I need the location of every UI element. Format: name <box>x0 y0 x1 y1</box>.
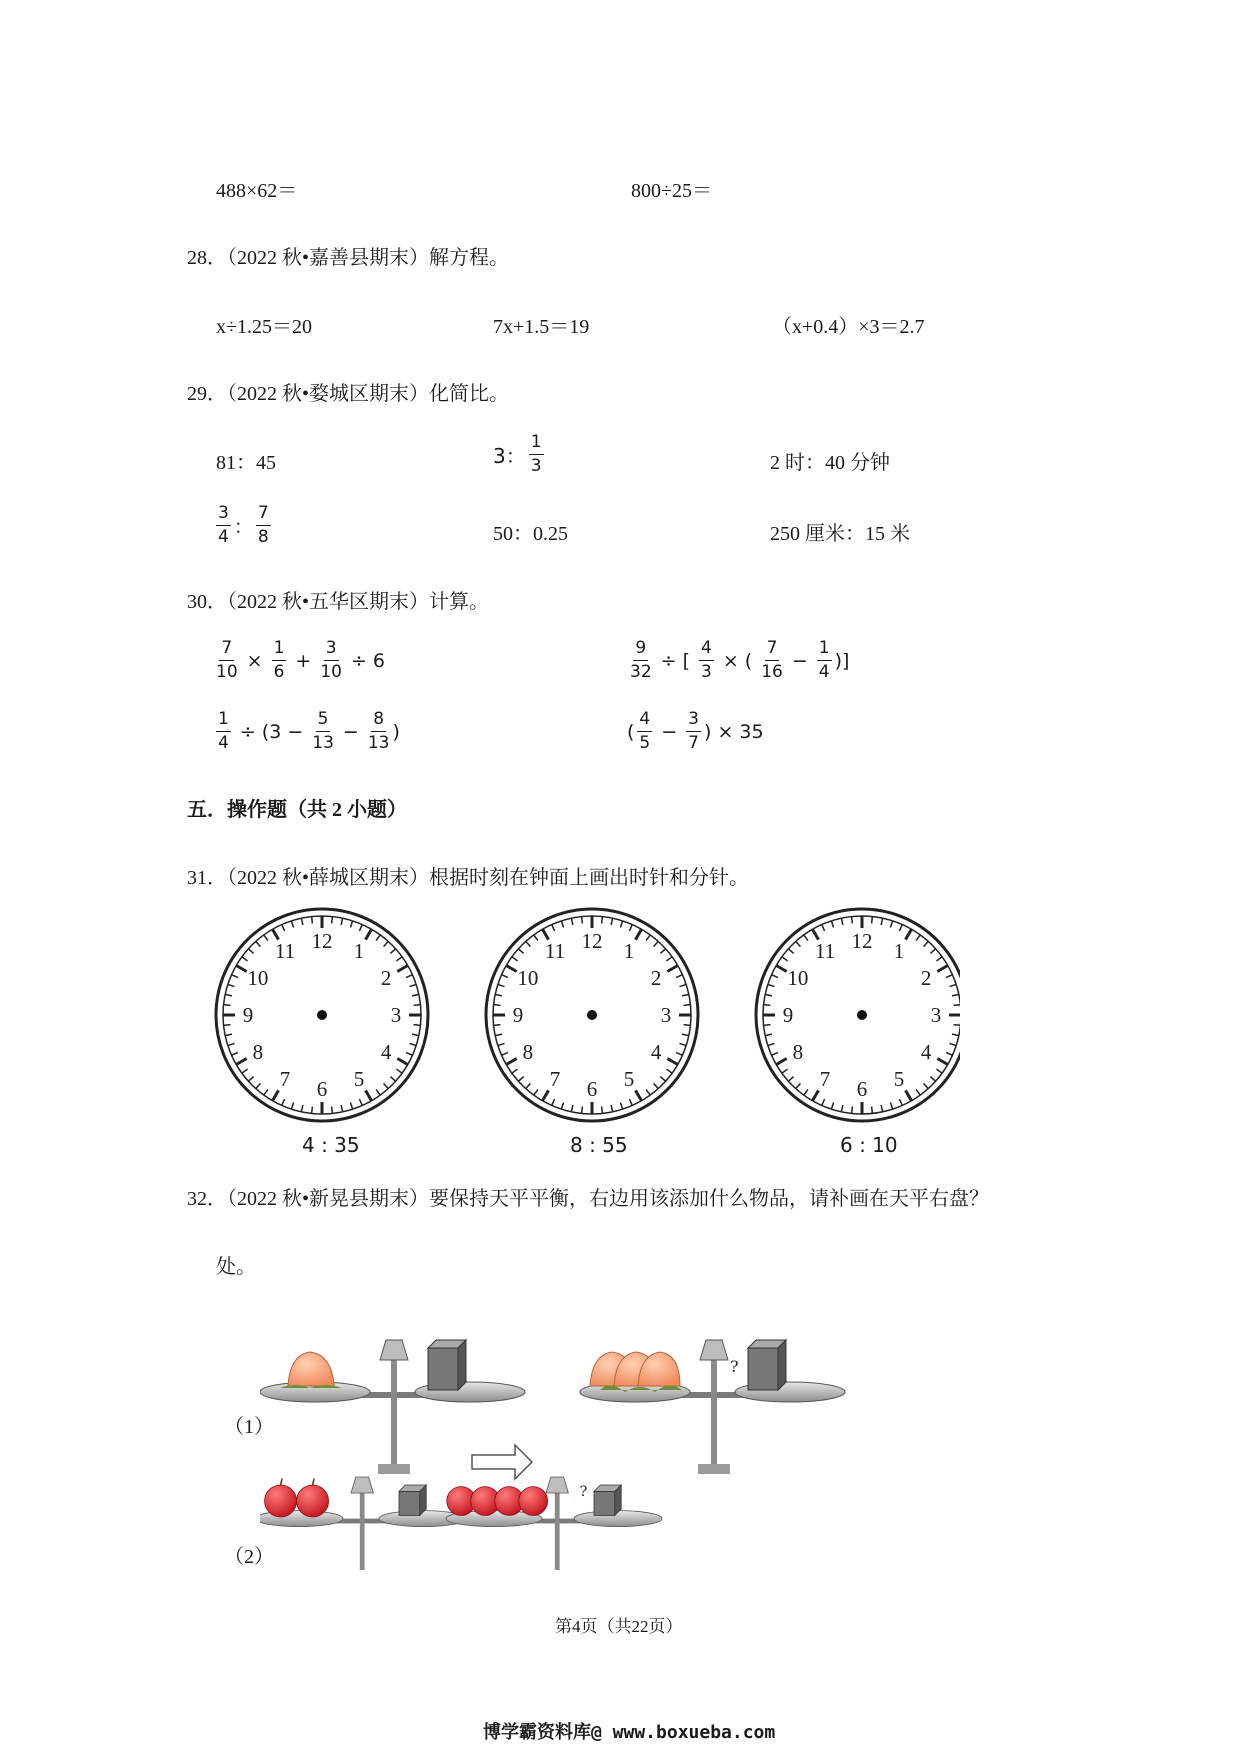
fraction: $\frac{3}{4}$ <box>218 503 229 547</box>
weight-block-icon <box>748 1340 786 1390</box>
clock-tick <box>764 1025 771 1026</box>
equation-3: （x+0.4）×3＝2.7 <box>772 316 925 338</box>
question-mark-1: ? <box>730 1357 739 1376</box>
ratio-2 <box>493 434 547 475</box>
clock-tick <box>494 1005 501 1006</box>
clock-tick <box>224 1005 231 1006</box>
ratio-separator: ： <box>233 516 253 538</box>
ratio-1: 81：45 <box>216 452 276 474</box>
weight-block-icon <box>594 1485 621 1515</box>
clock-numeral: 7 <box>279 1067 291 1092</box>
clock-numeral: 5 <box>893 1067 905 1092</box>
clock-tick <box>872 917 873 924</box>
clock-tick <box>224 1025 231 1026</box>
clock-numeral: 11 <box>274 938 296 963</box>
clock-face-3 <box>756 909 960 1121</box>
clock-tick <box>683 1025 690 1026</box>
clock-tick <box>953 1005 960 1006</box>
clock-numeral: 1 <box>893 938 905 963</box>
calc-item-1: 488×62＝ <box>216 180 298 202</box>
clock-tick <box>602 917 603 924</box>
clock-numeral: 10 <box>247 966 269 990</box>
clock-numeral: 12 <box>311 929 333 953</box>
sub-label-2: （2） <box>224 1546 274 1568</box>
ratio-4 <box>213 505 274 546</box>
clock-time-1: 4 : 35 <box>302 1133 360 1157</box>
clock-tick <box>582 917 583 924</box>
clock-tick <box>312 917 313 924</box>
clock-numeral: 5 <box>623 1067 635 1092</box>
clock-tick <box>413 1005 420 1006</box>
balance-2-right <box>446 1477 662 1570</box>
question-32-title-cont: 处。 <box>216 1256 256 1278</box>
question-30-title: 30．（2022 秋•五华区期末）计算。 <box>187 591 490 613</box>
clock-numeral: 3 <box>660 1003 672 1027</box>
clock-tick <box>602 1106 603 1113</box>
expression-3: $\frac{1}{4}$ ÷ (3 − $\frac{5}{13}$ − $\frac{8}{13}$ ) <box>218 709 400 753</box>
expression-4: ( $\frac{4}{5}$ − $\frac{3}{7}$ ) × 35 <box>627 709 764 753</box>
clock-tick <box>582 1106 583 1113</box>
clock-numeral: 8 <box>252 1040 264 1064</box>
clock-numeral: 4 <box>920 1040 932 1064</box>
clock-tick <box>764 1005 771 1006</box>
clock-tick <box>953 1025 960 1026</box>
ratio-2-prefix: 3： <box>493 444 526 468</box>
clock-numeral: 2 <box>650 966 662 990</box>
clock-numeral: 9 <box>782 1003 794 1027</box>
clock-numeral: 12 <box>851 929 873 953</box>
weight-block-icon <box>399 1485 426 1515</box>
ratio-5: 50：0.25 <box>493 523 568 545</box>
expression-1: $\frac{7}{10}$ × $\frac{1}{6}$ + $\frac{3}{10}$ ÷ 6 <box>216 638 386 682</box>
clock-numeral: 7 <box>549 1067 561 1092</box>
clock-numeral: 9 <box>242 1003 254 1027</box>
question-29-title: 29．（2022 秋•婺城区期末）化简比。 <box>187 383 510 405</box>
peach-icon <box>280 1352 342 1388</box>
balance-illustrations <box>260 1300 860 1570</box>
clock-tick <box>312 1106 313 1113</box>
equation-2: 7x+1.5＝19 <box>493 316 590 338</box>
balance-2-left <box>260 1477 467 1570</box>
clock-numeral: 6 <box>316 1077 328 1101</box>
clock-time-2: 8 : 55 <box>570 1133 628 1157</box>
peach-icon <box>590 1352 682 1392</box>
clock-face-2 <box>486 909 698 1121</box>
clock-numeral: 5 <box>353 1067 365 1092</box>
clock-numeral: 10 <box>787 966 809 990</box>
clock-tick <box>872 1106 873 1113</box>
equation-1: x÷1.25＝20 <box>216 316 312 338</box>
clock-numeral: 1 <box>353 938 365 963</box>
clock-tick <box>852 1106 853 1113</box>
balance-1-left <box>260 1340 525 1474</box>
clock-numeral: 1 <box>623 938 635 963</box>
balance-1-right <box>580 1340 845 1474</box>
clock-numeral: 9 <box>512 1003 524 1027</box>
clock-numeral: 4 <box>380 1040 392 1064</box>
clock-face-1 <box>216 909 428 1121</box>
ratio-6: 250 厘米：15 米 <box>770 523 910 545</box>
question-mark-2: ? <box>579 1484 588 1501</box>
clock-numeral: 10 <box>517 966 539 990</box>
clock-numeral: 12 <box>581 929 603 953</box>
clock-numeral: 8 <box>522 1040 534 1064</box>
clock-numeral: 11 <box>814 938 836 963</box>
clock-center-dot <box>317 1010 327 1020</box>
question-32-title: 32．（2022 秋•新晃县期末）要保持天平平衡，右边用该添加什么物品，请补画在天平右盘？ <box>187 1188 990 1210</box>
clock-numeral: 7 <box>819 1067 831 1092</box>
arrow-icon <box>472 1445 532 1479</box>
clock-numeral: 8 <box>792 1040 804 1064</box>
clock-numeral: 2 <box>920 966 932 990</box>
sub-label-1: （1） <box>224 1416 274 1438</box>
clock-numeral: 3 <box>390 1003 402 1027</box>
clock-tick <box>413 1025 420 1026</box>
watermark: 博学霸资料库@ www.boxueba.com <box>483 1722 776 1743</box>
clock-numeral: 2 <box>380 966 392 990</box>
question-31-title: 31．（2022 秋•薛城区期末）根据时刻在钟面上画出时针和分针。 <box>187 867 750 889</box>
ratio-3: 2 时：40 分钟 <box>770 452 890 474</box>
clock-time-3: 6 : 10 <box>840 1133 898 1157</box>
clock-faces <box>210 905 960 1125</box>
calc-item-2: 800÷25＝ <box>631 180 712 202</box>
clock-numeral: 3 <box>930 1003 942 1027</box>
clock-tick <box>852 917 853 924</box>
clock-tick <box>332 1106 333 1113</box>
weight-block-icon <box>428 1340 466 1390</box>
clock-center-dot <box>587 1010 597 1020</box>
clock-numeral: 6 <box>856 1077 868 1101</box>
expression-2: $\frac{9}{32}$ ÷ [ $\frac{4}{3}$ × ( $\frac{7}{16}$ − $\frac{1}{4}$ )] <box>630 638 850 682</box>
clock-tick <box>494 1025 501 1026</box>
section-5-heading: 五．操作题（共 2 小题） <box>187 799 407 821</box>
clock-numeral: 11 <box>544 938 566 963</box>
page-number: 第4页（共22页） <box>555 1617 683 1636</box>
clock-tick <box>683 1005 690 1006</box>
clock-numeral: 4 <box>650 1040 662 1064</box>
fraction: $\frac{1}{3}$ <box>530 432 542 476</box>
fraction: $\frac{7}{8}$ <box>257 503 269 547</box>
clock-numeral: 6 <box>586 1077 598 1101</box>
clock-tick <box>332 917 333 924</box>
question-28-title: 28．（2022 秋•嘉善县期末）解方程。 <box>187 247 510 269</box>
clock-center-dot <box>857 1010 867 1020</box>
